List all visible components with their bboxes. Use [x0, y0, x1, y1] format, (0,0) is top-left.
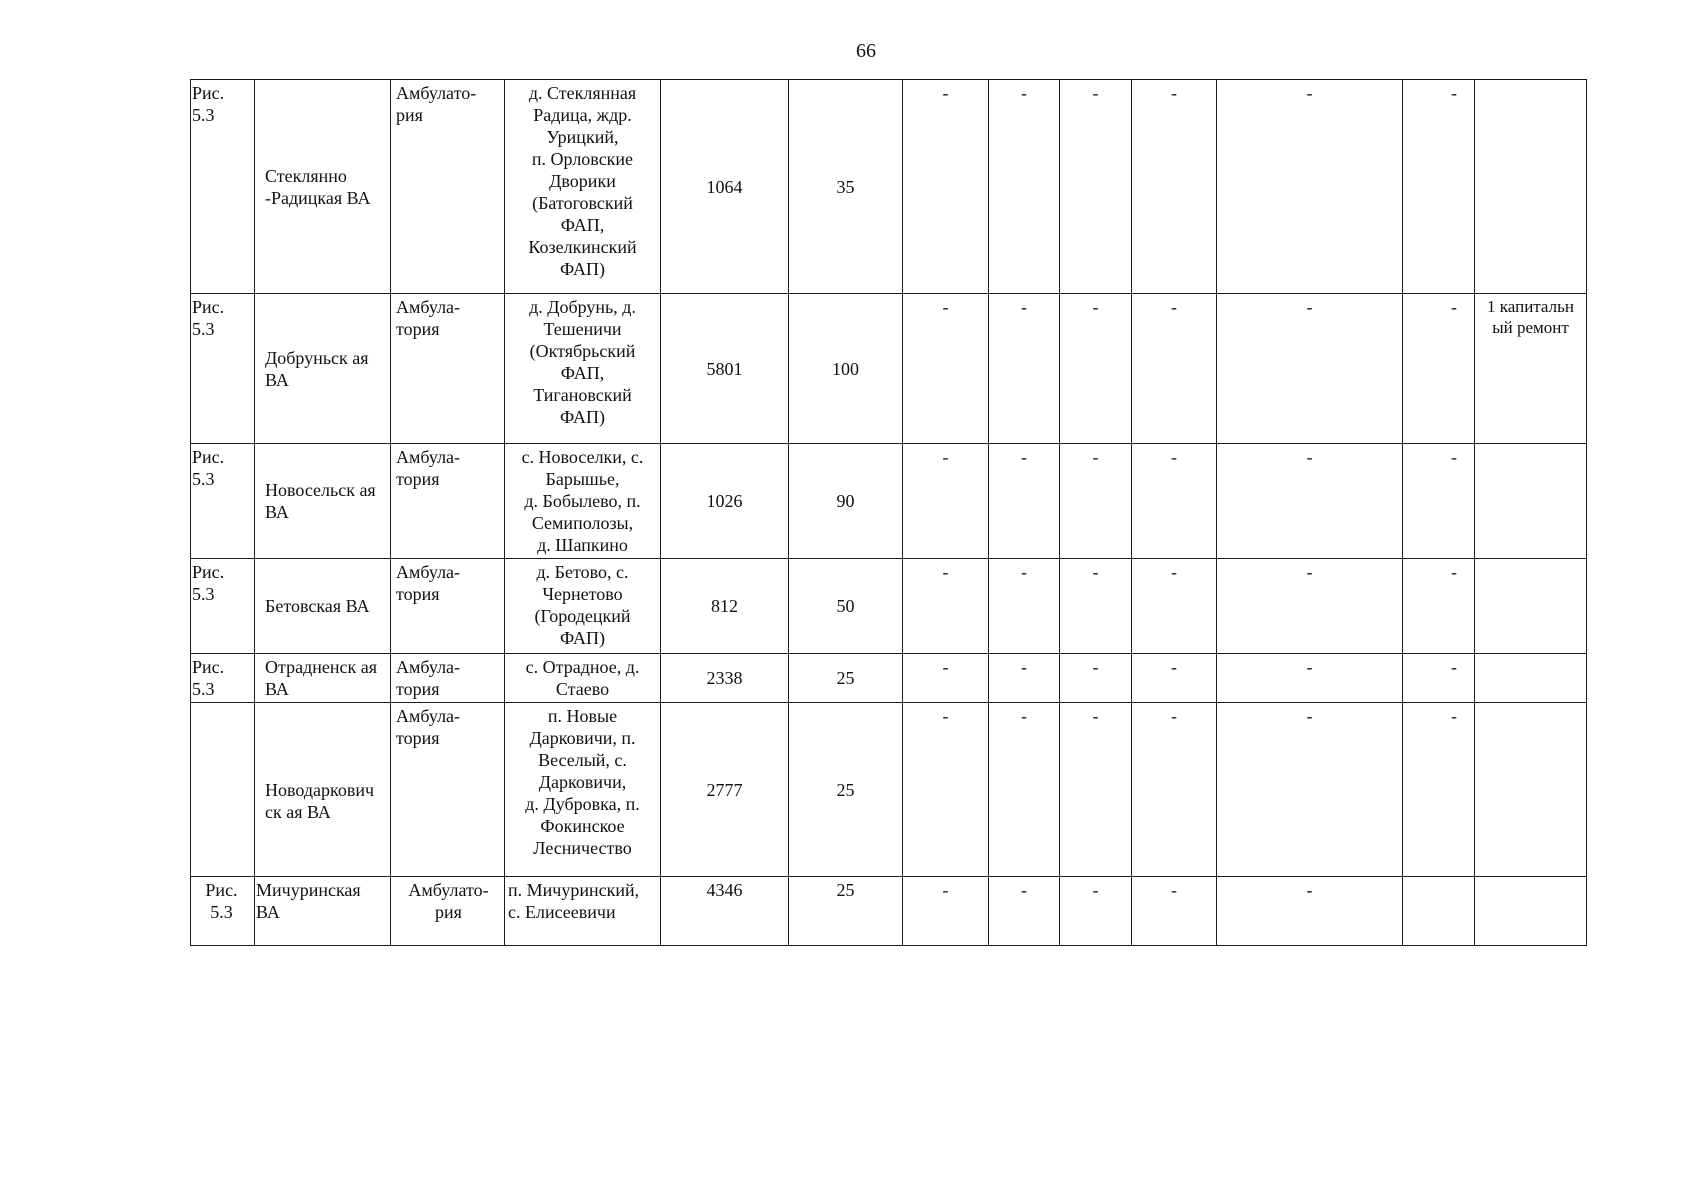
settlements-cell: с. Отрадное, д. Стаево: [505, 654, 661, 703]
facility-name-cell: Новодаркович ск ая ВА: [255, 703, 391, 877]
dash-cell: -: [903, 444, 989, 559]
page-number: 66: [856, 40, 876, 62]
dash-cell: -: [1132, 294, 1217, 444]
dash-cell: -: [1132, 559, 1217, 654]
dash-cell: -: [1217, 654, 1403, 703]
dash-cell: -: [903, 877, 989, 946]
population-cell: 1064: [661, 80, 789, 294]
settlements-cell: д. Бетово, с. Чернетово (Городецкий ФАП): [505, 559, 661, 654]
dash-cell: -: [989, 294, 1060, 444]
population-cell: 4346: [661, 877, 789, 946]
facility-type-cell: Амбулато- рия: [391, 877, 505, 946]
dash-cell: -: [1060, 80, 1132, 294]
population-cell: 812: [661, 559, 789, 654]
dash-cell: -: [903, 294, 989, 444]
population-cell: 2338: [661, 654, 789, 703]
facility-type-cell: Амбулато- рия: [391, 80, 505, 294]
note-cell: [1475, 877, 1587, 946]
note-cell: 1 капитальн ый ремонт: [1475, 294, 1587, 444]
population-cell: 2777: [661, 703, 789, 877]
dash-cell: -: [1403, 654, 1475, 703]
table-row: [191, 80, 1587, 294]
dash-cell: -: [1217, 559, 1403, 654]
dash-cell: -: [1217, 444, 1403, 559]
settlements-cell: с. Новоселки, с. Барышье, д. Бобылево, п. Семиполозы, д. Шапкино: [505, 444, 661, 559]
facility-name-cell: Бетовская ВА: [255, 559, 391, 654]
facility-type-cell: Амбула- тория: [391, 654, 505, 703]
figure-ref-cell: Рис. 5.3: [191, 294, 255, 444]
dash-cell: -: [1403, 294, 1475, 444]
dash-cell: -: [1217, 703, 1403, 877]
figure-ref-cell: Рис. 5.3: [191, 444, 255, 559]
dash-cell: -: [1060, 444, 1132, 559]
figure-ref-cell: Рис. 5.3: [191, 80, 255, 294]
value-cell: 50: [789, 559, 903, 654]
facility-type-cell: Амбула- тория: [391, 703, 505, 877]
dash-cell: -: [989, 654, 1060, 703]
dash-cell: -: [1132, 703, 1217, 877]
facility-type-cell: Амбула- тория: [391, 294, 505, 444]
settlements-cell: д. Добрунь, д. Тешеничи (Октябрьский ФАП, Тигановский ФАП): [505, 294, 661, 444]
dash-cell: -: [1217, 80, 1403, 294]
dash-cell: -: [1403, 559, 1475, 654]
value-cell: 25: [789, 654, 903, 703]
note-cell: [1475, 80, 1587, 294]
dash-cell: -: [1060, 294, 1132, 444]
figure-ref-cell: [191, 703, 255, 877]
table-row: [191, 294, 1587, 444]
dash-cell: -: [1403, 703, 1475, 877]
facility-name-cell: Добруньск ая ВА: [255, 294, 391, 444]
dash-cell: -: [1060, 654, 1132, 703]
settlements-cell: д. Стеклянная Радица, ждр. Урицкий, п. Орловские Дворики (Батоговский ФАП, Козелкинский ФАП): [505, 80, 661, 294]
dash-cell: -: [903, 654, 989, 703]
table-row: [191, 703, 1587, 877]
table-row: [191, 877, 1587, 946]
dash-cell: -: [1217, 294, 1403, 444]
facility-type-cell: Амбула- тория: [391, 559, 505, 654]
dash-cell: -: [1403, 444, 1475, 559]
dash-cell: -: [989, 559, 1060, 654]
dash-cell: -: [1217, 877, 1403, 946]
dash-cell: -: [989, 444, 1060, 559]
facility-name-cell: Новосельск ая ВА: [255, 444, 391, 559]
figure-ref-cell: Рис. 5.3: [191, 877, 255, 946]
value-cell: 90: [789, 444, 903, 559]
dash-cell: -: [1060, 877, 1132, 946]
dash-cell: -: [903, 703, 989, 877]
table-row: [191, 444, 1587, 559]
value-cell: 100: [789, 294, 903, 444]
value-cell: 35: [789, 80, 903, 294]
table-row: [191, 559, 1587, 654]
figure-ref-cell: Рис. 5.3: [191, 654, 255, 703]
dash-cell: -: [903, 559, 989, 654]
settlements-cell: п. Новые Дарковичи, п. Веселый, с. Дарковичи, д. Дубровка, п. Фокинское Лесничество: [505, 703, 661, 877]
dash-cell: -: [989, 80, 1060, 294]
dash-cell: -: [1060, 703, 1132, 877]
note-cell: [1475, 703, 1587, 877]
population-cell: 1026: [661, 444, 789, 559]
dash-cell: -: [903, 80, 989, 294]
value-cell: 25: [789, 703, 903, 877]
settlements-cell: п. Мичуринский, с. Елисеевичи: [505, 877, 661, 946]
dash-cell: -: [1132, 877, 1217, 946]
figure-ref-cell: Рис. 5.3: [191, 559, 255, 654]
facilities-table: [190, 79, 1587, 946]
note-cell: [1475, 559, 1587, 654]
facility-name-cell: Мичуринская ВА: [255, 877, 391, 946]
dash-cell: -: [1132, 654, 1217, 703]
dash-cell: -: [1132, 444, 1217, 559]
dash-cell: -: [989, 877, 1060, 946]
dash-cell: -: [1403, 80, 1475, 294]
note-cell: [1475, 654, 1587, 703]
facility-type-cell: Амбула- тория: [391, 444, 505, 559]
note-cell: [1475, 444, 1587, 559]
facility-name-cell: Отрадненск ая ВА: [255, 654, 391, 703]
facility-name-cell: Стеклянно -Радицкая ВА: [255, 80, 391, 294]
table-row: [191, 654, 1587, 703]
dash-cell: -: [1132, 80, 1217, 294]
dash-cell: -: [1060, 559, 1132, 654]
dash-cell: [1403, 877, 1475, 946]
dash-cell: -: [989, 703, 1060, 877]
value-cell: 25: [789, 877, 903, 946]
population-cell: 5801: [661, 294, 789, 444]
